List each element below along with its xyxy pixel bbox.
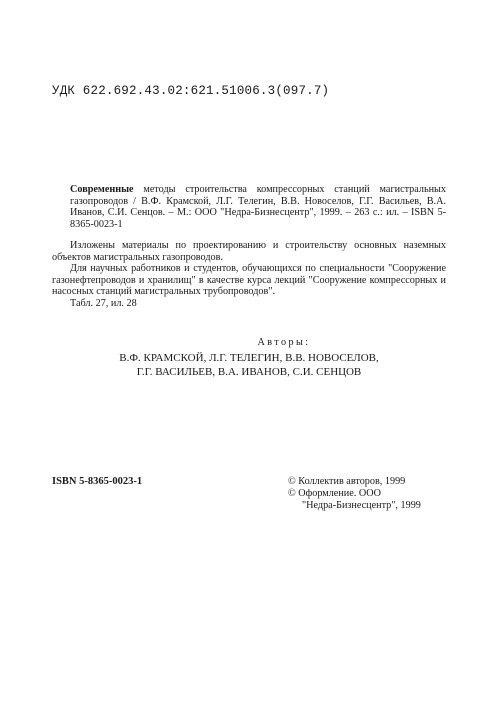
authors-heading: Авторы: xyxy=(257,337,311,348)
annotation-paragraph-1: Изложены материалы по проектированию и строительству основных наземных объектов магистральных газопроводов. xyxy=(52,240,446,263)
bib-text xyxy=(52,184,446,230)
bib-rest: методы строительства компрессорных станций магистральных газопроводов / В.Ф. Крамской, Л.Г. Телегин, В.В. Новоселов, Г.Г. Васильев, В.А. Иванов, С.И. Сенцов. – М.: ООО "Недра-Бизнесцентр", 1999. – 263 с.: ил. – ISBN 5-8365-0023-1 xyxy=(70,184,446,230)
bib-title-bold: Современные xyxy=(70,184,134,195)
copyright-line-3: "Недра-Бизнесцентр", 1999 xyxy=(302,500,421,512)
copyright-line-2: © Оформление. ООО xyxy=(288,488,381,500)
isbn: ISBN 5-8365-0023-1 xyxy=(52,476,143,487)
udc-code: УДК 622.692.43.02:621.51006.3(097.7) xyxy=(52,84,330,98)
authors-line-2: Г.Г. ВАСИЛЬЕВ, В.А. ИВАНОВ, С.И. СЕНЦОВ xyxy=(136,366,362,378)
copyright-block xyxy=(288,476,468,513)
bibliographic-record xyxy=(52,184,446,230)
copyright-line-1: © Коллектив авторов, 1999 xyxy=(288,476,406,487)
tables-figures-count: Табл. 27, ил. 28 xyxy=(70,297,137,309)
authors-line-1: В.Ф. КРАМСКОЙ, Л.Г. ТЕЛЕГИН, В.В. НОВОСЕЛОВ, xyxy=(119,352,379,364)
authors-block xyxy=(52,336,446,379)
annotation-paragraph-2: Для научных работников и студентов, обучающихся по специальности "Сооружение газонефтепроводов и хранилищ" в качестве курса лекций "Сооружение компрессорных и насосных станций магистральных трубопроводов". xyxy=(52,263,446,298)
annotation xyxy=(52,240,446,310)
